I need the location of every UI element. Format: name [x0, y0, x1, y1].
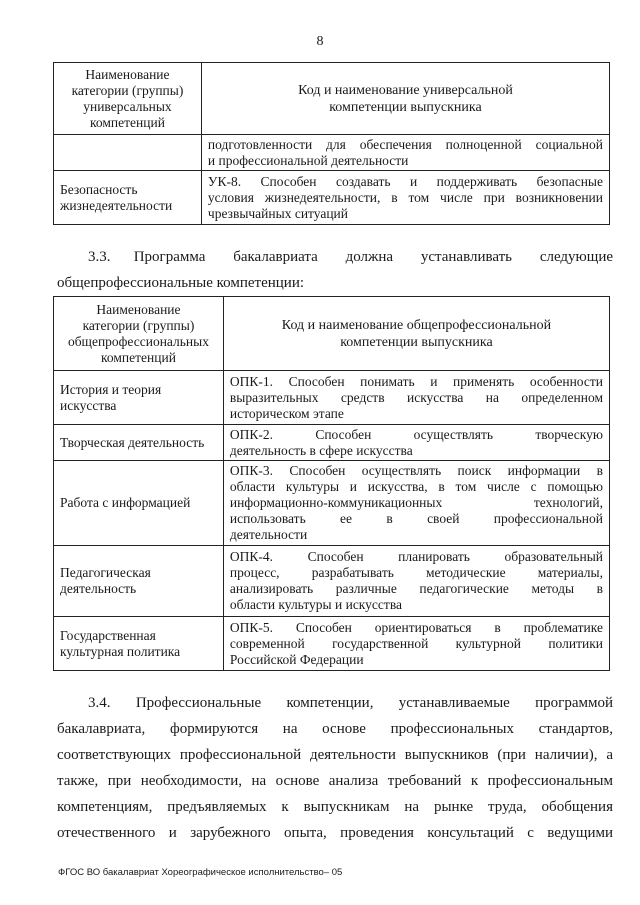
general-professional-competences-table — [53, 296, 610, 671]
competence-cell: подготовленности для обеспечения полноценной социальной и профессиональной деятельности — [201, 135, 609, 171]
category-cell: Творческая деятельность — [54, 425, 224, 461]
header-category: Наименование категории (группы) общепрофессиональных компетенций — [54, 297, 224, 371]
table-row — [54, 546, 610, 617]
table-row — [54, 425, 610, 461]
table-header-row — [54, 63, 610, 135]
header-category: Наименование категории (группы) универсальных компетенций — [54, 63, 202, 135]
table-row — [54, 371, 610, 425]
section-3-4 — [57, 690, 613, 846]
paragraph-line: компетенциям, предъявляемых к выпускникам на рынке труда, обобщения — [57, 799, 613, 815]
header-competence: Код и наименование универсальной компетенции выпускника — [201, 63, 609, 135]
table-row — [54, 135, 610, 171]
paragraph-line: также, при необходимости, на основе анализа требований к профессиональным — [57, 773, 613, 789]
category-cell: Педагогическая деятельность — [54, 546, 224, 617]
competence-cell: ОПК-2. Способен осуществлять творческую деятельность в сфере искусства — [223, 425, 609, 461]
universal-competences-table — [53, 62, 610, 225]
table-row — [54, 461, 610, 546]
section-3-3-continuation: общепрофессиональные компетенции: — [57, 275, 305, 291]
category-cell: Государственная культурная политика — [54, 617, 224, 671]
table-row — [54, 617, 610, 671]
table-row — [54, 171, 610, 225]
header-competence: Код и наименование общепрофессиональной компетенции выпускника — [223, 297, 609, 371]
page-footer: ФГОС ВО бакалавриат Хореографическое исполнительство– 05 — [58, 867, 343, 878]
section-3-3: 3.3. Программа бакалавриата должна устанавливать следующие — [88, 249, 614, 265]
page-number: 8 — [316, 34, 324, 49]
paragraph-line: соответствующих профессиональной деятельности выпускников (при наличии), а — [57, 747, 613, 763]
category-cell: Безопасность жизнедеятельности — [54, 171, 202, 225]
paragraph-line: бакалавриата, формируются на основе профессиональных стандартов, — [57, 721, 613, 737]
category-cell: История и теория искусства — [54, 371, 224, 425]
paragraph-line: отечественного и зарубежного опыта, проведения консультаций с ведущими — [57, 825, 613, 841]
competence-cell: ОПК-1. Способен понимать и применять особенности выразительных средств искусства на определенном историческом этапе — [223, 371, 609, 425]
competence-cell: ОПК-5. Способен ориентироваться в проблематике современной государственной культурной политики Российской Федерации — [223, 617, 609, 671]
category-cell — [54, 135, 202, 171]
category-cell: Работа с информацией — [54, 461, 224, 546]
table-header-row — [54, 297, 610, 371]
section-number: 3.3. — [88, 249, 111, 265]
competence-cell: ОПК-4. Способен планировать образовательный процесс, разрабатывать методические материалы, анализировать различные педагогические методы в области культуры и искусства — [223, 546, 609, 617]
competence-cell: ОПК-3. Способен осуществлять поиск информации в области культуры и искусства, в том числе с помощью информационно-коммуникационных технологий, использовать ее в своей профессиональной деятельности — [223, 461, 609, 546]
paragraph-line: 3.4. Профессиональные компетенции, устанавливаемые программой — [88, 695, 613, 711]
competence-cell: УК-8. Способен создавать и поддерживать безопасные условия жизнедеятельности, в том числе при возникновении чрезвычайных ситуаций — [201, 171, 609, 225]
